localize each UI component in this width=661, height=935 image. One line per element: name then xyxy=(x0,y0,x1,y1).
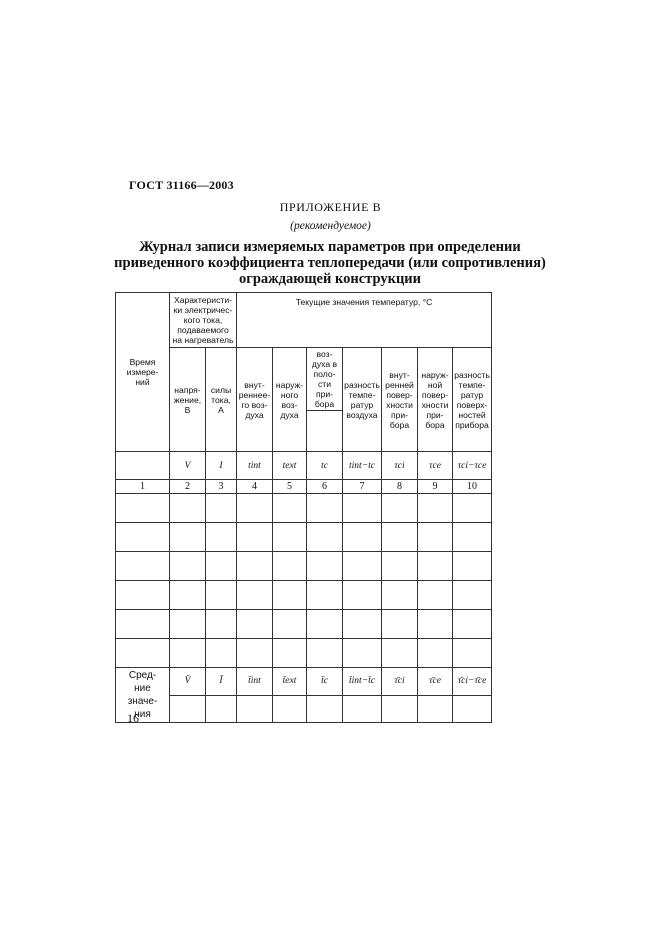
header-row-1 xyxy=(116,293,492,348)
empty-cell xyxy=(418,494,453,523)
empty-cell xyxy=(343,494,382,523)
empty-cell xyxy=(343,552,382,581)
empty-cell xyxy=(382,581,418,610)
document-code-header: ГОСТ 31166—2003 xyxy=(129,178,234,192)
empty-cell xyxy=(237,581,273,610)
symbol-cell xyxy=(116,452,170,480)
empty-cell xyxy=(453,581,492,610)
document-title-line: приведенного коэффициента теплопередачи (или сопротивления) xyxy=(114,255,546,271)
empty-cell xyxy=(418,581,453,610)
column-number: 1 xyxy=(116,480,170,494)
symbol-cell: τci−τce xyxy=(453,452,492,480)
surface-temp-difference-header: разность темпе- ратур поверх- ностей прибора xyxy=(453,348,492,452)
data-entry-row xyxy=(116,494,492,523)
document-title-line: Журнал записи измеряемых параметров при определении xyxy=(139,239,521,255)
average-symbol: τ̄ci−τ̄ce xyxy=(453,668,492,696)
inner-air-temp-header: внут- реннее- го воз- духа xyxy=(237,348,273,452)
empty-cell xyxy=(206,639,237,668)
symbol-cell: V xyxy=(170,452,206,480)
column-numbers-row xyxy=(116,480,492,494)
empty-cell xyxy=(343,581,382,610)
air-temp-difference-header: разность темпе- ратур воздуха xyxy=(343,348,382,452)
empty-cell xyxy=(116,581,170,610)
average-symbol: τ̄ce xyxy=(418,668,453,696)
empty-cell xyxy=(237,552,273,581)
average-symbol: V̄ xyxy=(170,668,206,696)
symbol-cell: text xyxy=(273,452,307,480)
empty-cell xyxy=(453,610,492,639)
data-entry-row xyxy=(116,523,492,552)
empty-cell xyxy=(382,552,418,581)
data-entry-row xyxy=(116,552,492,581)
column-number: 8 xyxy=(382,480,418,494)
empty-cell xyxy=(418,523,453,552)
voltage-header: напря- жение, В xyxy=(170,348,206,452)
empty-cell xyxy=(382,695,418,723)
empty-cell xyxy=(307,610,343,639)
empty-cell xyxy=(453,639,492,668)
empty-cell xyxy=(116,552,170,581)
column-number: 6 xyxy=(307,480,343,494)
inner-surface-temp-header: внут- ренней повер- хности при- бора xyxy=(382,348,418,452)
outer-air-temp-header: наруж- ного воз- духа xyxy=(273,348,307,452)
empty-cell xyxy=(343,523,382,552)
empty-cell xyxy=(170,639,206,668)
current-temperatures-header: Текущие значения температур, °С xyxy=(237,293,492,348)
empty-cell xyxy=(343,695,382,723)
measurement-journal-table xyxy=(115,292,492,723)
electric-current-header: Характеристи- ки электричес- кого тока, подаваемого на нагреватель xyxy=(170,293,237,348)
empty-cell xyxy=(170,494,206,523)
symbol-cell: tint xyxy=(237,452,273,480)
empty-cell xyxy=(237,610,273,639)
empty-cell xyxy=(116,610,170,639)
empty-cell xyxy=(307,552,343,581)
column-number: 2 xyxy=(170,480,206,494)
empty-cell xyxy=(116,494,170,523)
empty-cell xyxy=(170,581,206,610)
empty-cell xyxy=(170,552,206,581)
empty-cell xyxy=(453,494,492,523)
averages-row-2 xyxy=(116,695,492,723)
empty-cell xyxy=(206,523,237,552)
appendix-title: ПРИЛОЖЕНИЕ В xyxy=(279,200,382,214)
symbol-cell: tint−tc xyxy=(343,452,382,480)
empty-cell xyxy=(206,610,237,639)
empty-cell xyxy=(273,552,307,581)
average-symbol: t̄ext xyxy=(273,668,307,696)
empty-cell xyxy=(206,552,237,581)
empty-cell xyxy=(206,581,237,610)
symbol-cell: I xyxy=(206,452,237,480)
empty-cell xyxy=(170,610,206,639)
averages-label: Сред- ние значе- ния xyxy=(116,668,170,723)
symbol-cell: τci xyxy=(382,452,418,480)
column-number: 9 xyxy=(418,480,453,494)
symbol-cell: tc xyxy=(307,452,343,480)
empty-cell xyxy=(273,639,307,668)
empty-cell xyxy=(273,695,307,723)
empty-cell xyxy=(273,610,307,639)
empty-cell xyxy=(453,552,492,581)
document-title-line: ограждающей конструкции xyxy=(238,271,422,287)
average-symbol: t̄int−t̄c xyxy=(343,668,382,696)
column-number: 5 xyxy=(273,480,307,494)
average-symbol: t̄c xyxy=(307,668,343,696)
averages-row-1 xyxy=(116,668,492,696)
empty-cell xyxy=(116,639,170,668)
empty-cell xyxy=(382,494,418,523)
empty-cell xyxy=(453,695,492,723)
empty-cell xyxy=(237,523,273,552)
empty-cell xyxy=(418,695,453,723)
data-entry-row xyxy=(116,610,492,639)
empty-cell xyxy=(307,695,343,723)
time-header: Время измере- ний xyxy=(116,293,170,452)
empty-cell xyxy=(170,523,206,552)
empty-cell xyxy=(418,552,453,581)
symbols-row xyxy=(116,452,492,480)
empty-cell xyxy=(382,639,418,668)
empty-cell xyxy=(237,695,273,723)
average-symbol: τ̄ci xyxy=(382,668,418,696)
empty-cell xyxy=(273,581,307,610)
empty-cell xyxy=(170,695,206,723)
outer-surface-temp-header: наруж- ной повер- хности при- бора xyxy=(418,348,453,452)
column-number: 3 xyxy=(206,480,237,494)
empty-cell xyxy=(418,610,453,639)
empty-cell xyxy=(273,523,307,552)
empty-cell xyxy=(343,639,382,668)
empty-cell xyxy=(206,494,237,523)
current-strength-header: силы тока, А xyxy=(206,348,237,452)
empty-cell xyxy=(382,610,418,639)
empty-cell xyxy=(237,494,273,523)
symbol-cell: τce xyxy=(418,452,453,480)
column-number: 7 xyxy=(343,480,382,494)
column-number: 10 xyxy=(453,480,492,494)
empty-cell xyxy=(307,639,343,668)
data-entry-row xyxy=(116,639,492,668)
page-number: 16 xyxy=(127,711,139,725)
empty-cell xyxy=(273,494,307,523)
cavity-air-temp-header: воз- духа в поло- сти при- бора xyxy=(307,348,343,411)
empty-cell xyxy=(206,695,237,723)
empty-cell xyxy=(418,639,453,668)
header-row-2 xyxy=(116,348,492,411)
empty-cell xyxy=(116,523,170,552)
empty-cell xyxy=(307,494,343,523)
column-number: 4 xyxy=(237,480,273,494)
empty-cell xyxy=(307,523,343,552)
empty-cell xyxy=(237,639,273,668)
empty-cell xyxy=(307,581,343,610)
empty-cell xyxy=(382,523,418,552)
appendix-subtitle: (рекомендуемое) xyxy=(290,220,371,232)
document-title xyxy=(100,239,560,287)
average-symbol: t̄int xyxy=(237,668,273,696)
average-symbol: Ī xyxy=(206,668,237,696)
empty-cell xyxy=(453,523,492,552)
data-entry-row xyxy=(116,581,492,610)
empty-cell xyxy=(343,610,382,639)
